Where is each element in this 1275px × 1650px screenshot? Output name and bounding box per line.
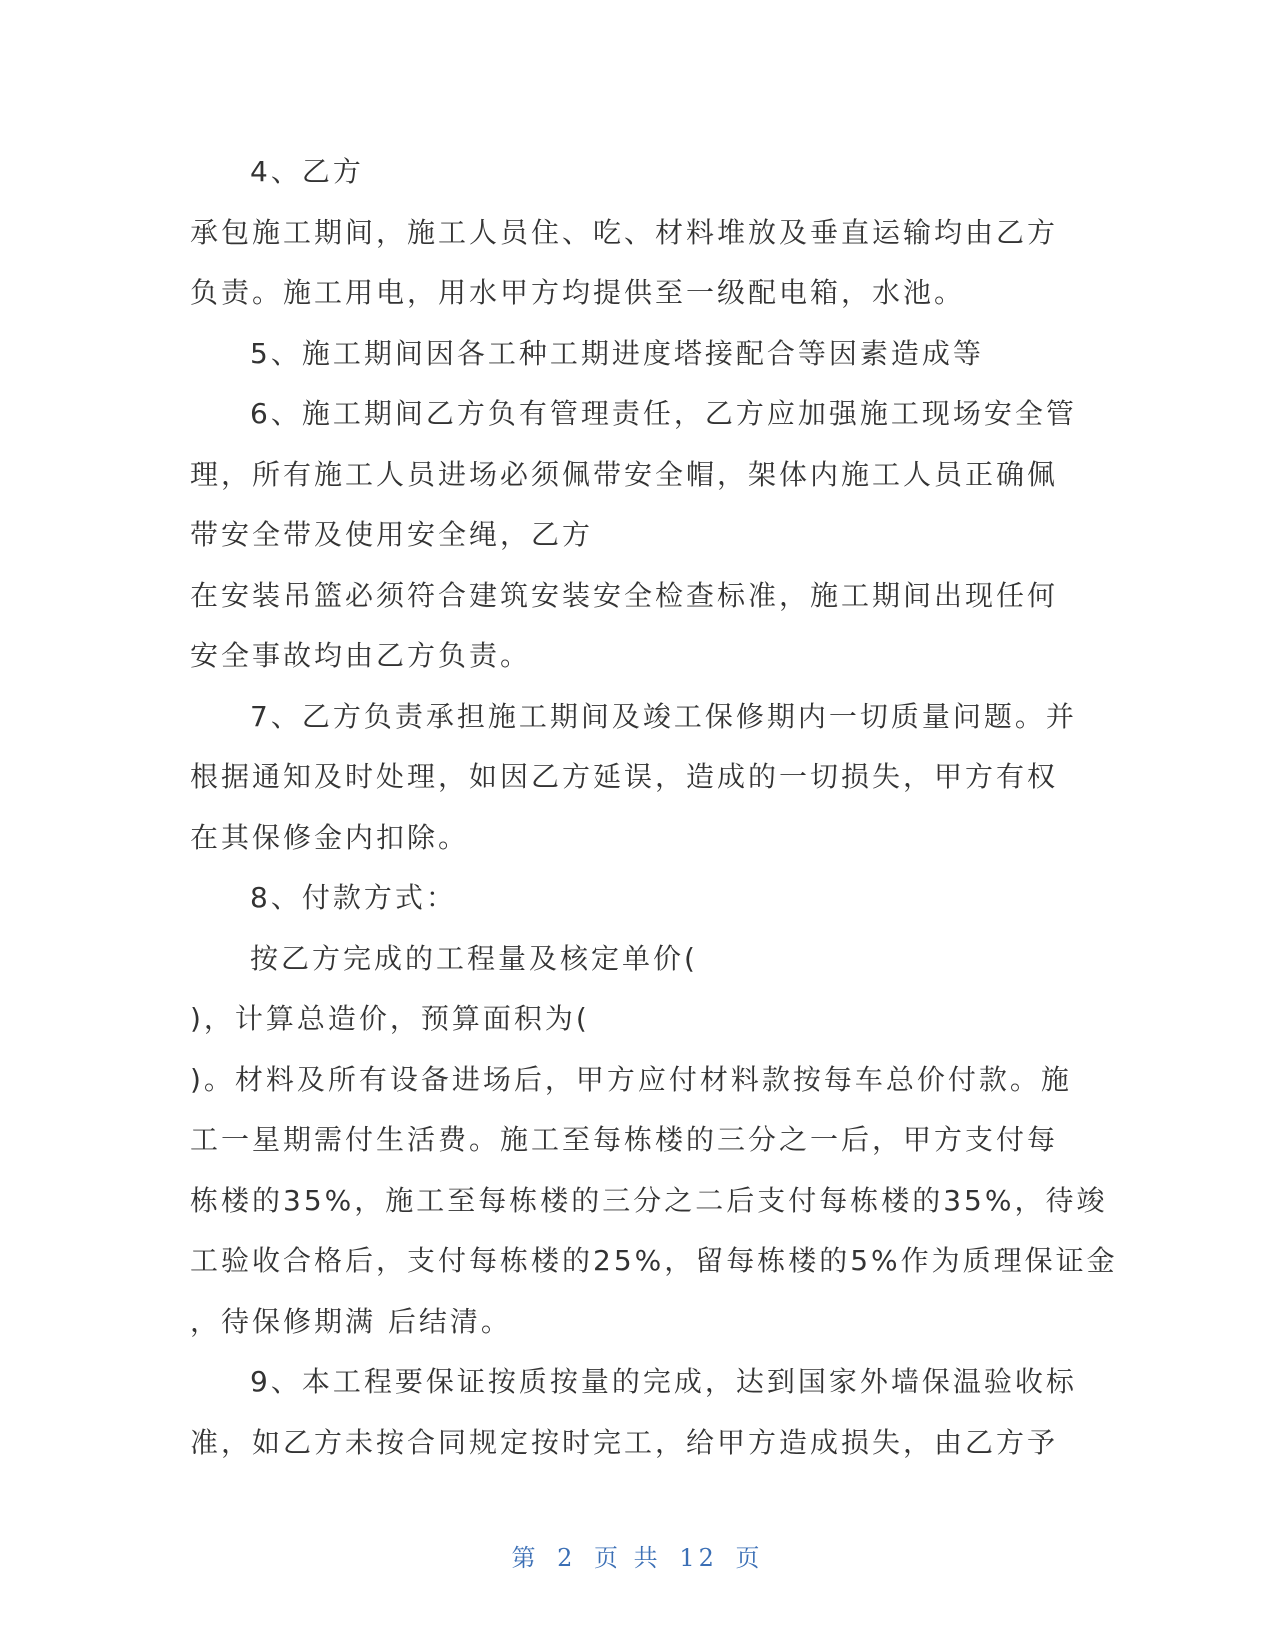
total-page-count: 12 — [679, 1544, 718, 1572]
footer-middle: 页 共 — [594, 1544, 662, 1572]
footer-prefix: 第 — [511, 1544, 540, 1572]
page-number-footer — [0, 1538, 1275, 1573]
paragraph-line: 根据通知及时处理，如因乙方延误，造成的一切损失，甲方有权 — [190, 760, 1059, 793]
paragraph-line: )，计算总造价，预算面积为( — [190, 1002, 590, 1035]
paragraph-line: 6、施工期间乙方负有管理责任，乙方应加强施工现场安全管 — [250, 397, 1077, 430]
footer-suffix: 页 — [735, 1544, 764, 1572]
paragraph-line: 8、付款方式： — [250, 881, 457, 914]
paragraph-line: 工一星期需付生活费。施工至每栋楼的三分之一后，甲方支付每 — [190, 1123, 1059, 1156]
paragraph-line: 承包施工期间，施工人员住、吃、材料堆放及垂直运输均由乙方 — [190, 215, 1059, 249]
paragraph-line: )。材料及所有设备进场后，甲方应付材料款按每车总价付款。施 — [190, 1062, 1072, 1096]
paragraph-line: 理，所有施工人员进场必须佩带安全帽，架体内施工人员正确佩 — [190, 457, 1059, 491]
paragraph-line: 4、乙方 — [250, 155, 364, 188]
paragraph-line: 工验收合格后，支付每栋楼的25%，留每栋楼的5%作为质理保证金 — [190, 1244, 1118, 1277]
paragraph-line: ，待保修期满 后结清。 — [190, 1304, 512, 1338]
paragraph-line: 9、本工程要保证按质按量的完成，达到国家外墙保温验收标 — [250, 1365, 1077, 1398]
paragraph-line: 5、施工期间因各工种工期进度塔接配合等因素造成等 — [250, 336, 984, 370]
paragraph-line: 栋楼的35%，施工至每栋楼的三分之二后支付每栋楼的35%，待竣 — [190, 1183, 1108, 1217]
paragraph-line: 安全事故均由乙方负责。 — [190, 639, 532, 672]
paragraph-line: 按乙方完成的工程量及核定单价( — [250, 941, 698, 975]
paragraph-line: 7、乙方负责承担施工期间及竣工保修期内一切质量问题。并 — [250, 699, 1077, 733]
paragraph-line: 在安装吊篮必须符合建筑安装安全检查标准，施工期间出现任何 — [190, 578, 1059, 612]
current-page-number: 2 — [557, 1544, 577, 1572]
paragraph-line: 带安全带及使用安全绳，乙方 — [190, 518, 594, 551]
paragraph-line: 准，如乙方未按合同规定按时完工，给甲方造成损失，由乙方予 — [190, 1425, 1059, 1459]
paragraph-line: 负责。施工用电，用水甲方均提供至一级配电箱，水池。 — [190, 276, 966, 309]
paragraph-line: 在其保修金内扣除。 — [190, 820, 470, 854]
document-body — [190, 142, 1118, 1473]
